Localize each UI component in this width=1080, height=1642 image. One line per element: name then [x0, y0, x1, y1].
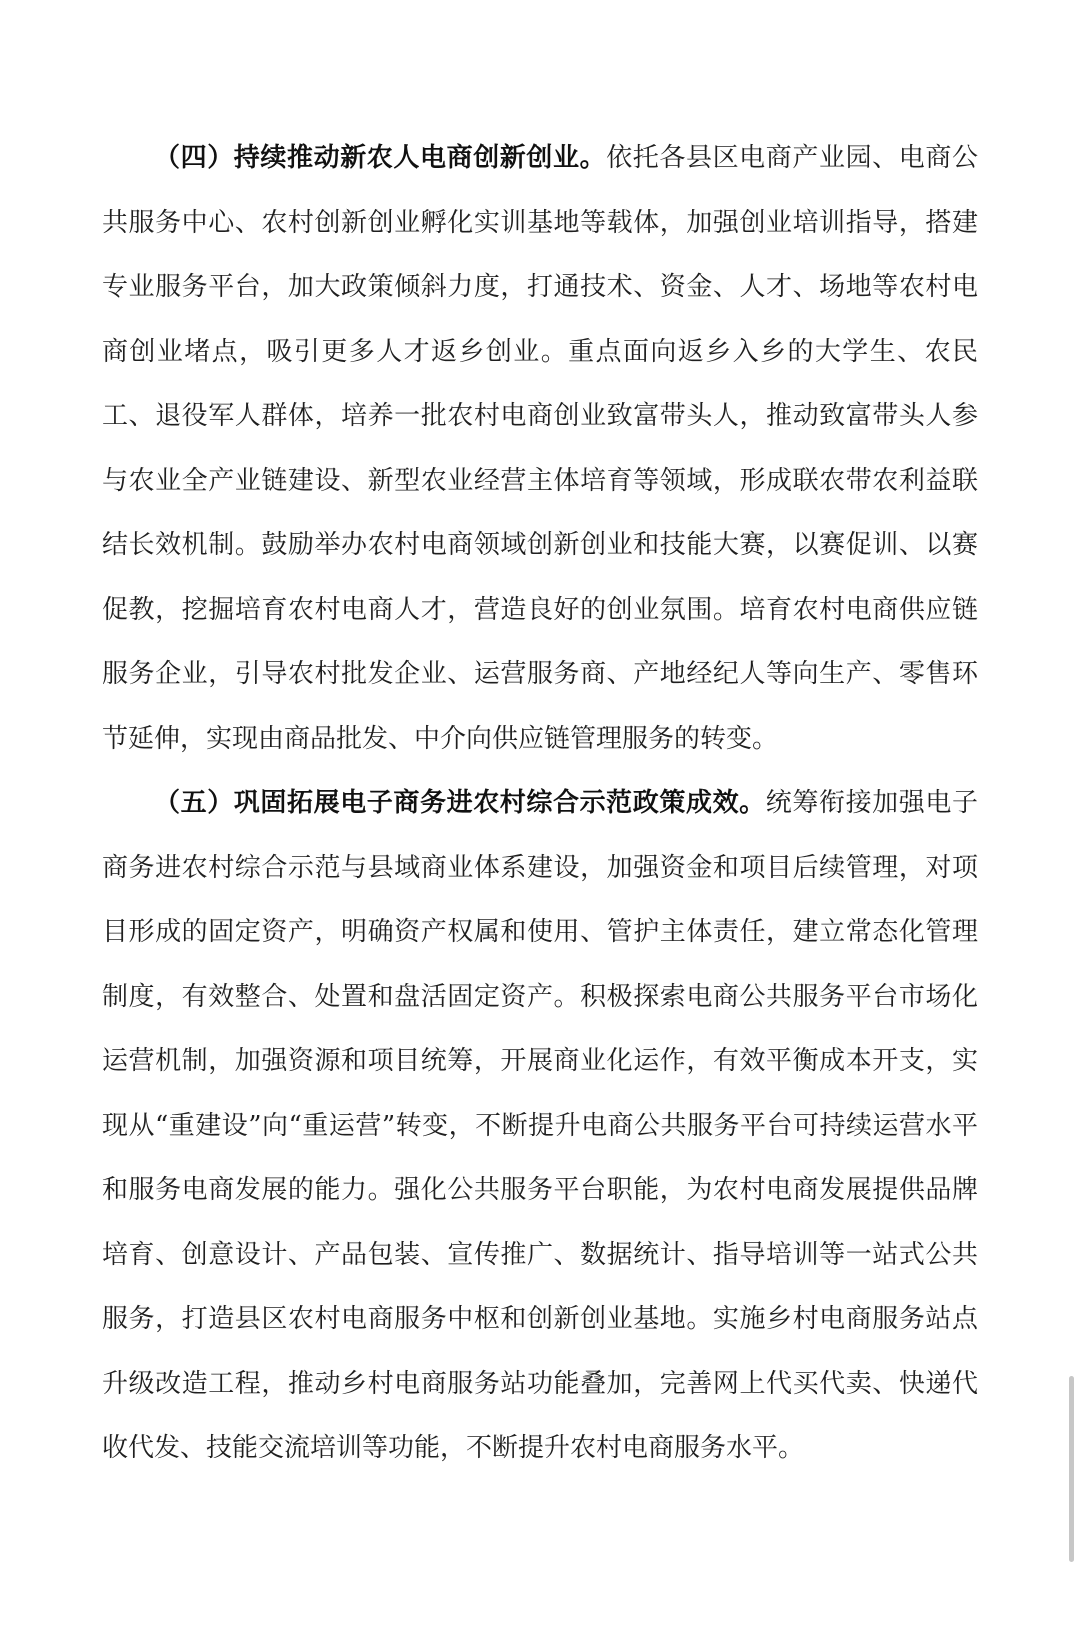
scrollbar-thumb[interactable] — [1069, 1376, 1074, 1562]
section-five-paragraph — [102, 771, 978, 1481]
section-four-paragraph — [102, 126, 978, 771]
section-five-heading: （五）巩固拓展电子商务进农村综合示范政策成效。 — [154, 788, 766, 818]
vertical-scrollbar[interactable] — [1068, 0, 1080, 1642]
section-four-heading: （四）持续推动新农人电商创新创业。 — [154, 143, 607, 173]
section-five-body: 统筹衔接加强电子商务进农村综合示范与县域商业体系建设，加强资金和项目后续管理，对项目形成的固定资产，明确资产权属和使用、管护主体责任，建立常态化管理制度，有效整合、处置和盘活固定资产。积极探索电商公共服务平台市场化运营机制，加强资源和项目统筹，开展商业化运作，有效平衡成本开支，实现从“重建设”向“重运营”转变，不断提升电商公共服务平台可持续运营水平和服务电商发展的能力。强化公共服务平台职能，为农村电商发展提供品牌培育、创意设计、产品包装、宣传推广、数据统计、指导培训等一站式公共服务，打造县区农村电商服务中枢和创新创业基地。实施乡村电商服务站点升级改造工程，推动乡村电商服务站功能叠加，完善网上代买代卖、快递代收代发、技能交流培训等功能，不断提升农村电商服务水平。 — [102, 788, 978, 1463]
section-four-body: 依托各县区电商产业园、电商公共服务中心、农村创新创业孵化实训基地等载体，加强创业培训指导，搭建专业服务平台，加大政策倾斜力度，打通技术、资金、人才、场地等农村电商创业堵点，吸引更多人才返乡创业。重点面向返乡入乡的大学生、农民工、退役军人群体，培养一批农村电商创业致富带头人，推动致富带头人参与农业全产业链建设、新型农业经营主体培育等领域，形成联农带农利益联结长效机制。鼓励举办农村电商领域创新创业和技能大赛，以赛促训、以赛促教，挖掘培育农村电商人才，营造良好的创业氛围。培育农村电商供应链服务企业，引导农村批发企业、运营服务商、产地经纪人等向生产、零售环节延伸，实现由商品批发、中介向供应链管理服务的转变。 — [102, 143, 978, 754]
